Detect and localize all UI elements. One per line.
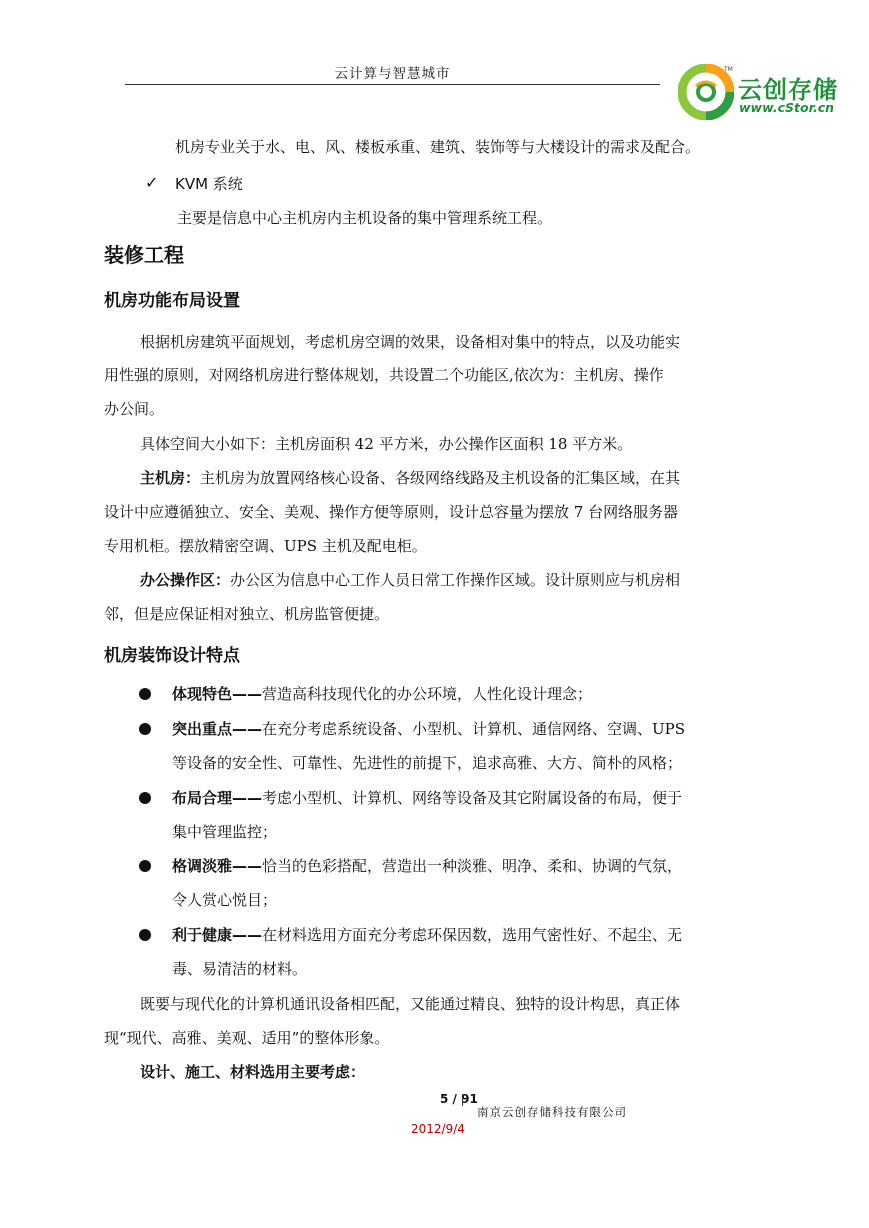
main-room-text: 主机房为放置网络核心设备、各级网络线路及主机设备的汇集区域，在其 — [200, 469, 681, 487]
logo-url: www.cStor.cn — [739, 100, 835, 115]
logo-trademark: TM — [724, 66, 733, 73]
footer-date: 2012/9/4 — [411, 1122, 465, 1136]
layout-paragraph-line: 根据机房建筑平面规划，考虑机房空调的效果，设备相对集中的特点，以及功能实 — [140, 333, 681, 351]
page-number: 5 / 91 — [440, 1092, 478, 1106]
bullet-label: 格调淡雅—— — [172, 857, 263, 875]
bullet-text: 集中管理监控； — [172, 823, 278, 841]
bullet-text: 恰当的色彩搭配，营造出一种淡雅、明净、柔和、协调的气氛， — [262, 857, 683, 875]
logo-name: 云创存储 — [738, 76, 838, 104]
bullet-text: 考虑小型机、计算机、网络等设备及其它附属设备的布局，便于 — [262, 789, 683, 807]
bullet-icon — [139, 723, 151, 735]
company-logo — [678, 64, 846, 120]
layout-paragraph-line: 办公间。 — [104, 400, 165, 418]
kvm-description: 主要是信息中心主机房内主机设备的集中管理系统工程。 — [177, 209, 553, 227]
bullet-label: 利于健康—— — [172, 926, 263, 944]
bullet-text: 令人赏心悦目； — [172, 891, 278, 909]
check-icon: ✓ — [145, 173, 159, 192]
space-size-paragraph: 具体空间大小如下：主机房面积 42 平方米，办公操作区面积 18 平方米。 — [140, 435, 633, 453]
main-room-text: 设计中应遵循独立、安全、美观、操作方便等原则，设计总容量为摆放 7 台网络服务器 — [104, 503, 679, 521]
bullet-label: 体现特色—— — [172, 685, 263, 703]
office-text: 邻，但是应保证相对独立、机房监管便捷。 — [104, 605, 390, 623]
layout-paragraph-line: 用性强的原则，对网络机房进行整体规划，共设置二个功能区,依次为：主机房、操作 — [104, 366, 664, 384]
office-label: 办公操作区： — [140, 571, 231, 589]
bullet-text: 在材料选用方面充分考虑环保因数，选用气密性好、不起尘、无 — [262, 926, 683, 944]
section-heading-layout: 机房功能布局设置 — [104, 291, 240, 311]
header-divider — [125, 84, 660, 85]
bullet-text: 等设备的安全性、可靠性、先进性的前提下，追求高雅、大方、简朴的风格； — [172, 754, 683, 772]
footer-divider — [462, 1094, 463, 1106]
section-heading-decoration: 装修工程 — [104, 243, 184, 267]
section-heading-features: 机房装饰设计特点 — [104, 646, 240, 666]
considerations-heading: 设计、施工、材料选用主要考虑： — [140, 1063, 366, 1081]
bullet-text: 在充分考虑系统设备、小型机、计算机、通信网络、空调、UPS — [262, 720, 686, 738]
paragraph-intro: 机房专业关于水、电、风、楼板承重、建筑、装饰等与大楼设计的需求及配合。 — [175, 138, 701, 156]
bullet-text: 毒、易清洁的材料。 — [172, 960, 308, 978]
bullet-icon — [139, 792, 151, 804]
office-text: 办公区为信息中心工作人员日常工作操作区域。设计原则应与机房相 — [230, 571, 681, 589]
header-title: 云计算与智慧城市 — [334, 66, 451, 82]
closing-paragraph: 现“现代、高雅、美观、适用”的整体形象。 — [104, 1029, 390, 1047]
main-room-label: 主机房： — [140, 469, 201, 487]
main-room-text: 专用机柜。摆放精密空调、UPS 主机及配电柜。 — [104, 537, 427, 555]
footer-company: 南京云创存储科技有限公司 — [477, 1105, 627, 1119]
bullet-icon — [139, 929, 151, 941]
bullet-icon — [139, 860, 151, 872]
bullet-label: 突出重点—— — [172, 720, 263, 738]
bullet-text: 营造高科技现代化的办公环境，人性化设计理念； — [262, 685, 593, 703]
bullet-label: 布局合理—— — [172, 789, 263, 807]
bullet-icon — [139, 688, 151, 700]
closing-paragraph: 既要与现代化的计算机通讯设备相匹配，又能通过精良、独特的设计构思，真正体 — [140, 995, 681, 1013]
kvm-item: KVM 系统 — [175, 175, 243, 193]
